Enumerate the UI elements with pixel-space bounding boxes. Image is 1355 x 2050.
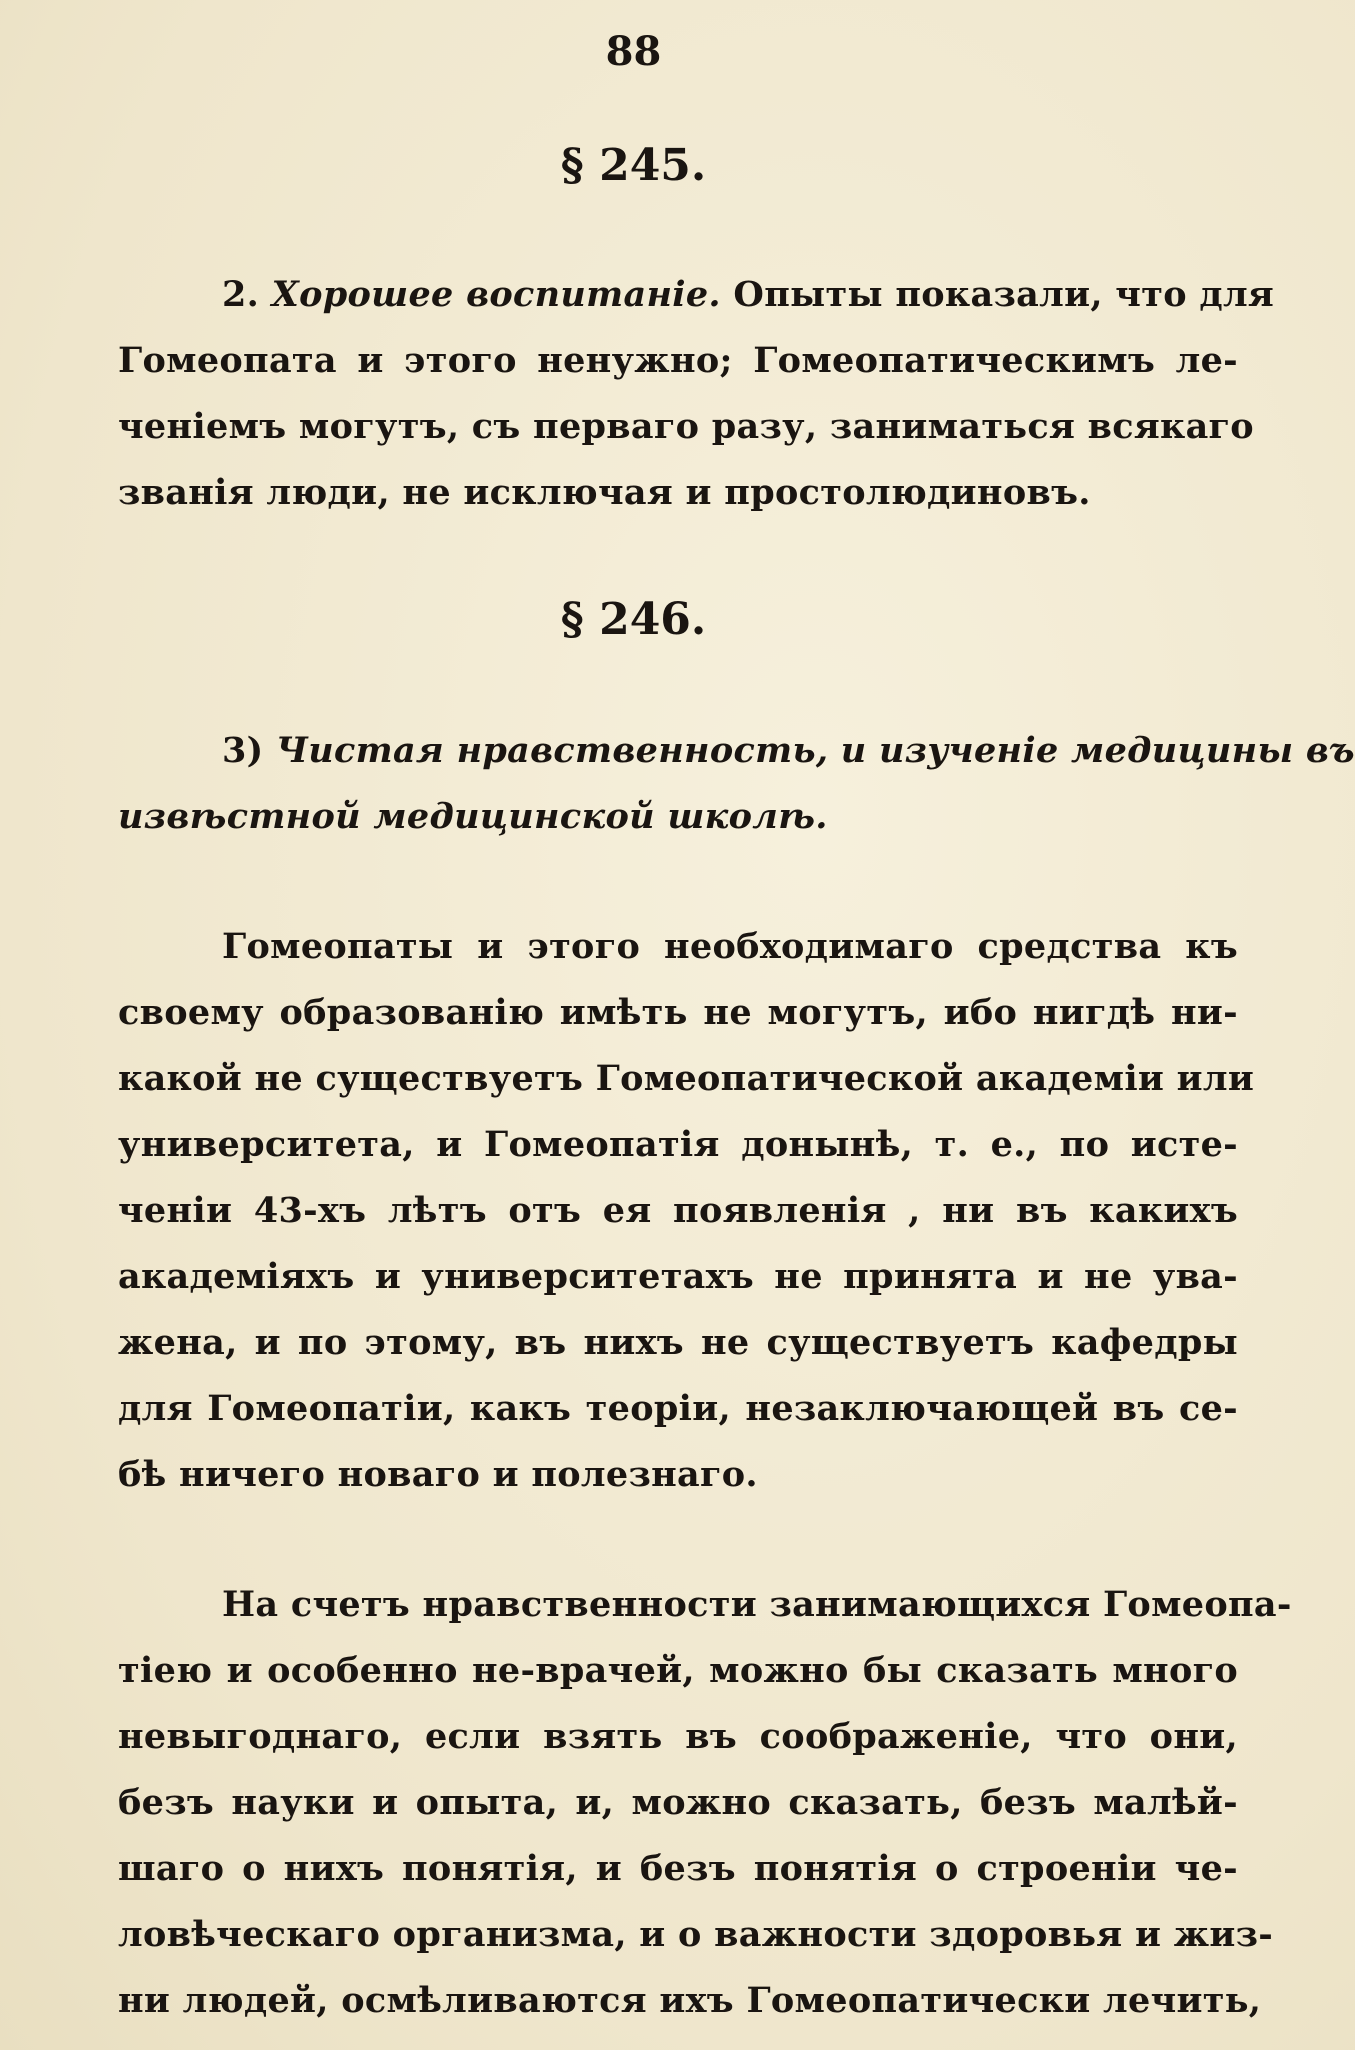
- text-line: ни людей, осмѣливаются ихъ Гомеопатически лечить,: [118, 1980, 1262, 2021]
- text-line: [118, 262, 1275, 328]
- text-line: ловѣческаго организма, и о важности здоровья и жиз-: [118, 1914, 1274, 1955]
- text-run: Опыты показали, что для: [720, 274, 1275, 315]
- text-line: На счетъ нравственности занимающихся Гомеопа-: [222, 1584, 1292, 1625]
- text-run: 3): [222, 730, 276, 771]
- text-line: тiею и особенно не-врачей, можно бы сказать много: [118, 1650, 1238, 1691]
- section-245-text: [118, 262, 1275, 526]
- text-line: академiяхъ и университетахъ не принята и не ува-: [118, 1256, 1238, 1297]
- italic-heading-run: Хорошее воспитанiе.: [271, 274, 721, 315]
- text-line: шаго о нихъ понятiя, и безъ понятiя о строенiи че-: [118, 1848, 1238, 1889]
- text-line: извѣстной медицинской школѣ.: [118, 796, 828, 837]
- text-line: званiя люди, не исключая и простолюдиновъ.: [118, 472, 1091, 513]
- text-line: [118, 718, 1355, 784]
- text-line: какой не существуетъ Гомеопатической академiи или: [118, 1058, 1255, 1099]
- paragraph: [118, 914, 1255, 1508]
- section-heading: § 245.: [560, 140, 707, 191]
- section-246-text: [118, 718, 1355, 850]
- text-run: 2.: [222, 274, 272, 315]
- section-heading: § 246.: [560, 594, 707, 645]
- text-line: Гомеопаты и этого необходимаго средства къ: [222, 926, 1238, 967]
- text-line: жена, и по этому, въ нихъ не существуетъ кафедры: [118, 1322, 1238, 1363]
- page-number: 88: [605, 28, 662, 75]
- paragraph: [118, 1572, 1292, 2034]
- text-line: безъ науки и опыта, и, можно сказать, безъ малѣй-: [118, 1782, 1238, 1823]
- text-line: университета, и Гомеопатiя донынѣ, т. е., по исте-: [118, 1124, 1238, 1165]
- text-line: бѣ ничего новаго и полезнаго.: [118, 1454, 758, 1495]
- text-line: своему образованiю имѣть не могутъ, ибо нигдѣ ни-: [118, 992, 1238, 1033]
- italic-heading-run: Чистая нравственность, и изученiе медицины въ: [276, 730, 1355, 771]
- text-line: для Гомеопатiи, какъ теорiи, незаключающей въ се-: [118, 1388, 1238, 1429]
- text-line: невыгоднаго, если взять въ соображенiе, что они,: [118, 1716, 1238, 1757]
- text-line: ченiи 43-хъ лѣтъ отъ ея появленiя , ни въ какихъ: [118, 1190, 1238, 1231]
- text-line: Гомеопата и этого ненужно; Гомеопатическимъ ле-: [118, 340, 1238, 381]
- text-line: ченiемъ могутъ, съ перваго разу, заниматься всякаго: [118, 406, 1254, 447]
